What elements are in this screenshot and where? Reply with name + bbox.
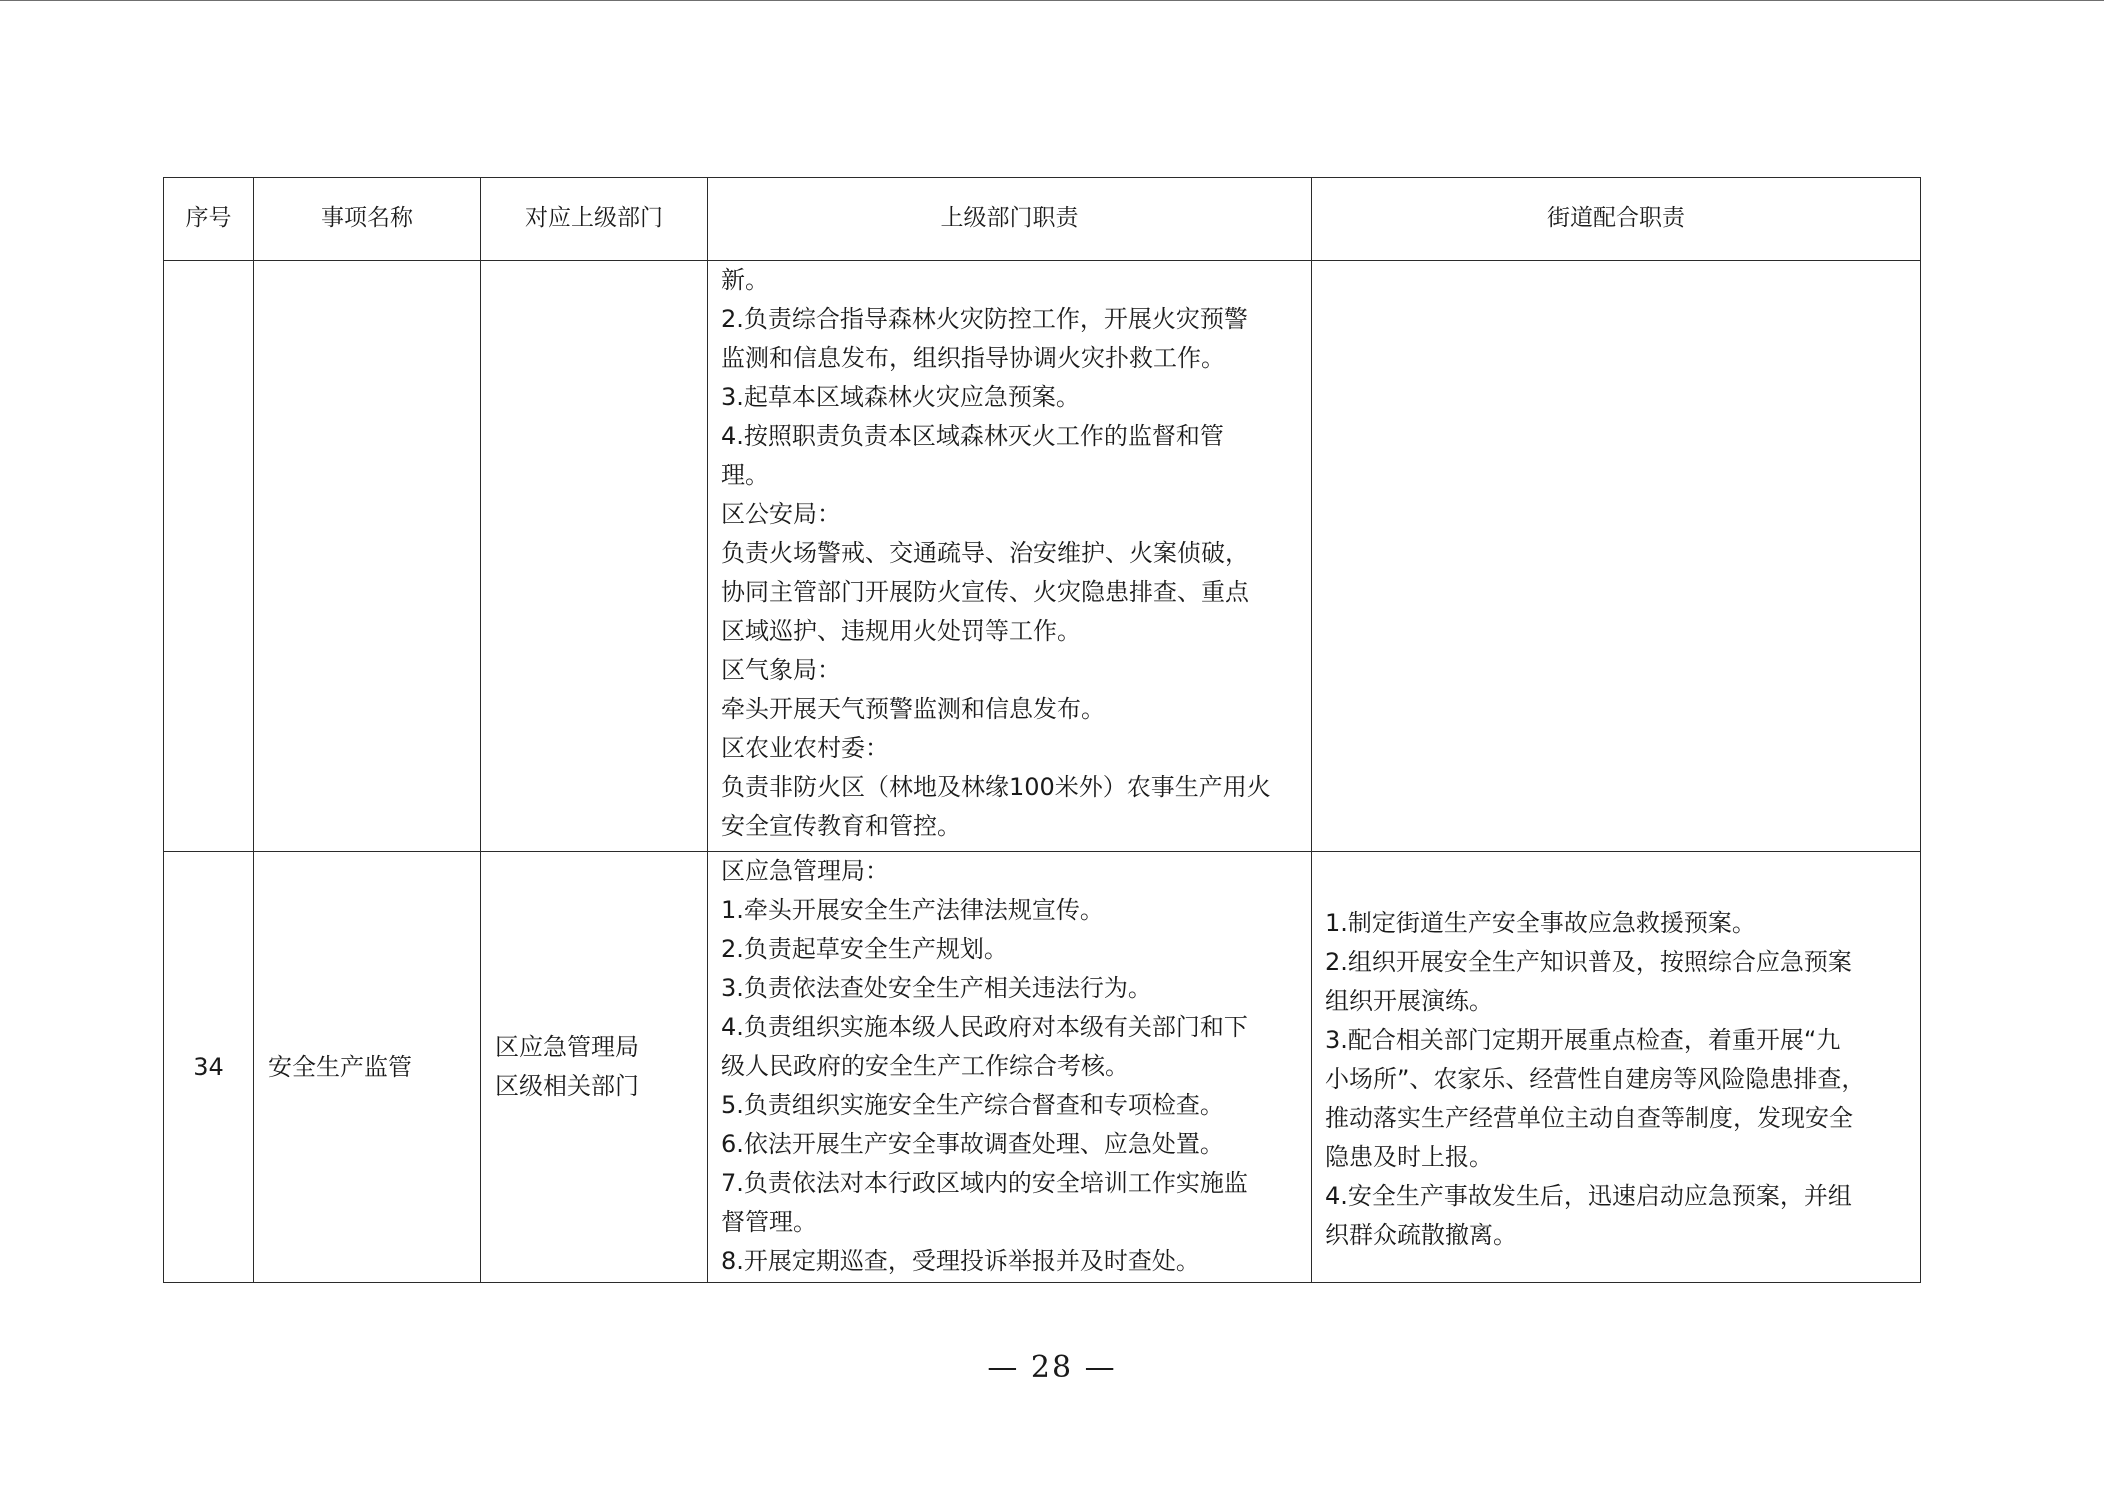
text-line: 区级相关部门	[495, 1072, 639, 1100]
text-line: 监测和信息发布，组织指导协调火灾扑救工作。	[721, 344, 1225, 372]
text-line: 级人民政府的安全生产工作综合考核。	[721, 1052, 1129, 1080]
text-line: 负责非防火区（林地及林缘100米外）农事生产用火	[721, 773, 1271, 801]
cell-upper-duties	[708, 852, 1312, 1283]
upper-duties-lines	[708, 852, 1311, 1281]
text-line: 区应急管理局：	[721, 857, 889, 885]
text-line: 小场所”、农家乐、经营性自建房等风险隐患排查，	[1325, 1065, 1866, 1093]
text-line: 6.依法开展生产安全事故调查处理、应急处置。	[721, 1130, 1224, 1158]
top-border-line	[0, 0, 2104, 1]
text-line: 3.配合相关部门定期开展重点检查，着重开展“九	[1325, 1026, 1841, 1054]
cell-index-continued	[164, 261, 254, 852]
text-line: 3.起草本区域森林火灾应急预案。	[721, 383, 1080, 411]
cell-item-name	[254, 852, 481, 1283]
text-line: 1.制定街道生产安全事故应急救援预案。	[1325, 909, 1756, 937]
duties-table	[163, 177, 1921, 1283]
text-line: 隐患及时上报。	[1325, 1143, 1493, 1171]
upper-dept-lines	[481, 1028, 707, 1106]
header-item-name: 事项名称	[254, 178, 481, 261]
text-line: 4.负责组织实施本级人民政府对本级有关部门和下	[721, 1013, 1248, 1041]
text-line: 协同主管部门开展防火宣传、火灾隐患排查、重点	[721, 578, 1249, 606]
text-line: 组织开展演练。	[1325, 987, 1493, 1015]
header-upper-duties: 上级部门职责	[708, 178, 1312, 261]
cell-upper-dept	[481, 852, 708, 1283]
cell-street-duties-continued	[1312, 261, 1921, 852]
table-row-34	[164, 852, 1921, 1283]
text-line: 督管理。	[721, 1208, 817, 1236]
item-name-text: 安全生产监管	[268, 1052, 412, 1081]
text-line: 区应急管理局	[495, 1033, 639, 1061]
table-header-row	[164, 178, 1921, 261]
street-duties-lines	[1312, 852, 1920, 1255]
text-line: 1.牵头开展安全生产法律法规宣传。	[721, 896, 1104, 924]
header-street-duties: 街道配合职责	[1312, 178, 1921, 261]
cell-street-duties	[1312, 852, 1921, 1283]
page-number: — 28 —	[987, 1350, 1117, 1385]
header-index: 序号	[164, 178, 254, 261]
text-line: 推动落实生产经营单位主动自查等制度，发现安全	[1325, 1104, 1853, 1132]
cell-upper-dept-continued	[481, 261, 708, 852]
table-row-continued	[164, 261, 1921, 852]
upper-duties-lines	[708, 261, 1311, 846]
text-line: 安全宣传教育和管控。	[721, 812, 961, 840]
text-line: 5.负责组织实施安全生产综合督查和专项检查。	[721, 1091, 1224, 1119]
text-line: 区域巡护、违规用火处罚等工作。	[721, 617, 1081, 645]
text-line: 区农业农村委：	[721, 734, 889, 762]
text-line: 负责火场警戒、交通疏导、治安维护、火案侦破，	[721, 539, 1249, 567]
cell-item-name-continued	[254, 261, 481, 852]
text-line: 7.负责依法对本行政区域内的安全培训工作实施监	[721, 1169, 1248, 1197]
text-line: 3.负责依法查处安全生产相关违法行为。	[721, 974, 1152, 1002]
text-line: 2.负责起草安全生产规划。	[721, 935, 1008, 963]
text-line: 4.按照职责负责本区域森林灭火工作的监督和管	[721, 422, 1224, 450]
header-upper-dept: 对应上级部门	[481, 178, 708, 261]
text-line: 区气象局：	[721, 656, 841, 684]
cell-index: 34	[164, 852, 254, 1283]
text-line: 理。	[721, 461, 769, 489]
text-line: 2.负责综合指导森林火灾防控工作，开展火灾预警	[721, 305, 1248, 333]
cell-upper-duties-continued	[708, 261, 1312, 852]
text-line: 2.组织开展安全生产知识普及，按照综合应急预案	[1325, 948, 1852, 976]
text-line: 区公安局：	[721, 500, 841, 528]
text-line: 8.开展定期巡查，受理投诉举报并及时查处。	[721, 1247, 1200, 1275]
text-line: 织群众疏散撤离。	[1325, 1221, 1517, 1249]
text-line: 4.安全生产事故发生后，迅速启动应急预案，并组	[1325, 1182, 1852, 1210]
text-line: 新。	[721, 266, 769, 294]
text-line: 牵头开展天气预警监测和信息发布。	[721, 695, 1105, 723]
